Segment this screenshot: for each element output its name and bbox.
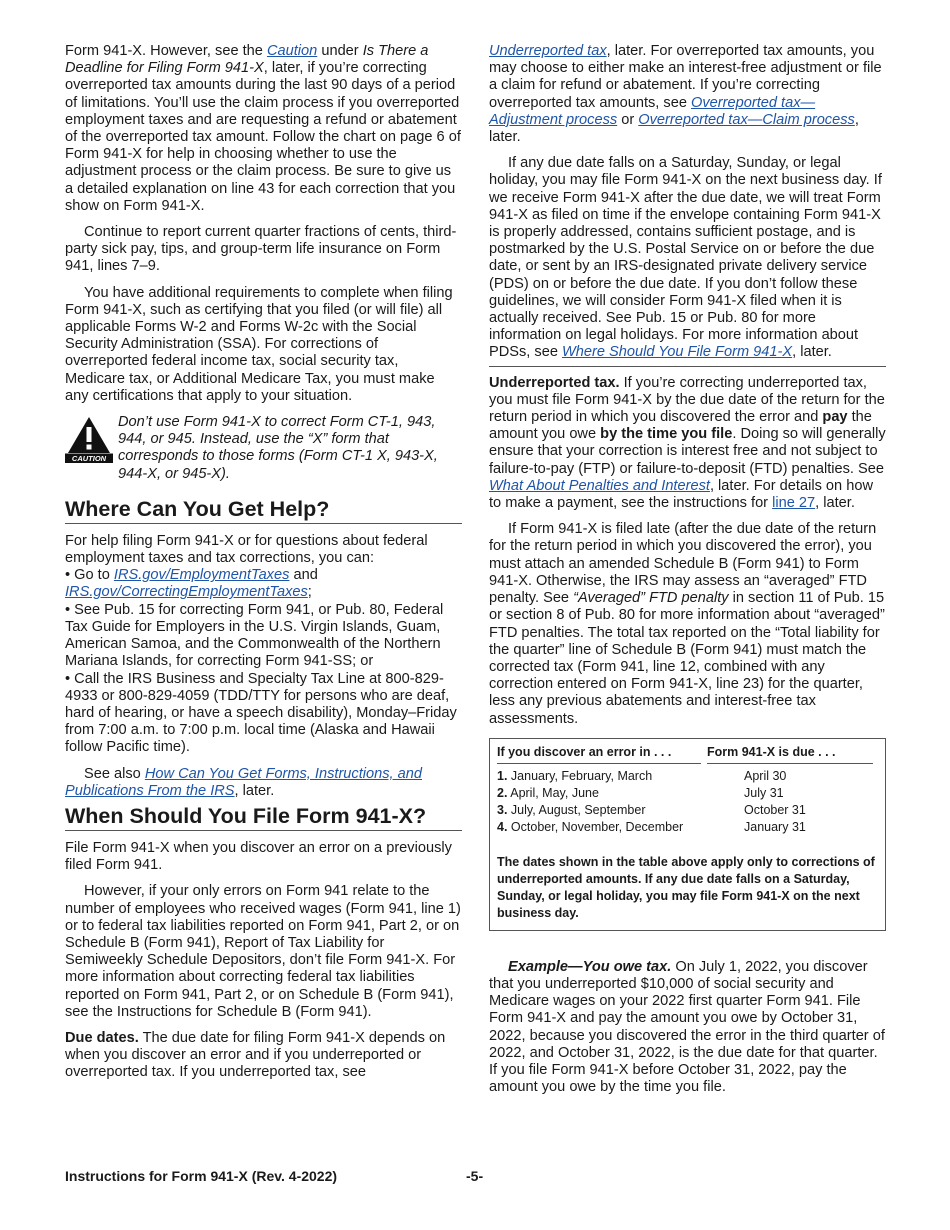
where-file-link[interactable]: Where Should You File Form 941-X [562,344,793,361]
table-col-error: If you discover an error in . . . [497,744,701,764]
due-date-table [489,738,886,931]
paragraph-only-errors: However, if your only errors on Form 941 relate to the number of employees who received wages (Form 941, line 1) or to federal tax liabilities reported on Form 941, Part 2, or on Schedule B (Form 941), Report of Tax Liability for Semiweekly Schedule Depositors, don’t file Form 941-X. For more information about correcting federal tax liabilities reported on Form 941, Part 2, or on Schedule B (Form 941), see the Instructions for Schedule B (Form 941). [65,883,461,1020]
table-row [497,785,875,802]
table-cell-quarter: 2. April, May, June [497,785,599,800]
caution-label: CAUTION [71,454,107,464]
left-column [65,43,462,1091]
caution-link[interactable]: Caution [266,43,318,59]
table-header [497,744,875,764]
heading-where-help: Where Can You Get Help? [65,497,462,524]
get-forms-link[interactable]: How Can You Get Forms, Instructions, and Publications From the IRS [65,765,422,799]
table-cell-quarter: 3. July, August, September [497,802,646,817]
employment-taxes-link[interactable]: IRS.gov/EmploymentTaxes [113,567,290,584]
table-note: The dates shown in the table above apply only to corrections of underreported amounts. If any due date falls on a Saturday, Sunday, or legal holiday, you may file Form 941-X on the next business day. [497,854,875,920]
help-bullet-websites: • Go to IRS.gov/EmploymentTaxes and IRS.gov/CorrectingEmploymentTaxes; [65,567,318,601]
paragraph-when-file: File Form 941-X when you discover an error on a previously filed Form 941. [65,839,452,874]
table-cell-due: April 30 [744,768,787,783]
table-row [497,819,875,836]
paragraph-late-filing: If Form 941-X is filed late (after the due date of the return for the return period in which you discovered the error), you must attach an amended Schedule B (Form 941) to Form 941-X. Otherwise, the IRS may assess an “averaged” FTD penalty. See “Averaged” FTD penalty in section 11 of Pub. 15 or section 8 of Pub. 80 for more information about “averaged” FTD penalties. The total tax reported on the “Total liability for the quarter” line of Schedule B (Form 941) must match the corrected tax (Form 941, line 12, combined with any correction entered on Form 941-X, line 23) for the quarter, less any previous abatements and interest-free tax assessments. [489,521,885,727]
table-cell-due: January 31 [744,819,806,834]
paragraph-due-dates: Due dates. The due date for filing Form 941-X depends on when you discover an error and if you underreported or overreported tax. If you underreported tax, see [65,1029,446,1081]
caution-note [65,414,462,483]
help-intro: For help filing Form 941-X or for questions about federal employment taxes and tax corrections, you can: [65,532,428,567]
paragraph-underreported: Underreported tax. If you’re correcting underreported tax, you must file Form 941-X by the due date of the return for the return period in which you discovered the error and pay the amount you owe by the time you file. Doing so will generally ensure that your correction is interest free and not subject to failure-to-pay (FTP) or failure-to-deposit (FTD) penalties. See What About Penalties and Interest, later. For details on how to make a payment, see the instructions for line 27, later. [489,374,886,512]
paragraph-fractions: Continue to report current quarter fractions of cents, third-party sick pay, tips, and group-term life insurance on Form 941, lines 7–9. [65,224,457,275]
line-27-link[interactable]: line 27 [772,495,816,512]
penalties-link[interactable]: What About Penalties and Interest [489,477,710,494]
table-rows [497,768,875,836]
table-cell-quarter: 4. October, November, December [497,819,684,834]
help-bullet-pubs: • See Pub. 15 for correcting Form 941, or Pub. 80, Federal Tax Guide for Employers in the U.S. Virgin Islands, Guam, American Samoa, and the Commonwealth of the Northern Mariana Islands, for correcting Form 941-SS; or [65,601,444,670]
paragraph-overreported: Underreported tax, later. For overreported tax amounts, you may choose to either make an interest-free adjustment or file a claim for refund or abatement. If you’re correcting overreported tax amounts, see Overreported tax—Adjustment process or Overreported tax—Claim process, later. [489,43,882,146]
underreported-tax-link[interactable]: Underreported tax [489,43,607,59]
help-bullet-phone: • Call the IRS Business and Specialty Tax Line at 800-829-4933 or 800-829-4059 (TDD/TTY for persons who are deaf, hard of hearing, or have a speech disability), Monday–Friday from 7:00 a.m. to 7:00 p.m. local time (Alaska and Hawaii follow Pacific time). [65,670,457,756]
table-row [497,802,875,819]
paragraph-requirements: You have additional requirements to complete when filing Form 941-X, such as certifying that you filed (or will file) all applicable Forms W-2 and Forms W-2c with the Social Security Administration (SSA). For corrections of overreported federal income tax, social security tax, Medicare tax, or Additional Medicare Tax, you must make any certifications that apply to your situation. [65,284,453,404]
section-divider [489,366,886,367]
caution-text: Don’t use Form 941-X to correct Form CT-1, 943, 944, or 945. Instead, use the “X” form that corresponds to those forms (Form CT-1 X, 943-X, 944-X, or 945-X). [118,414,438,482]
paragraph-see-also: See also How Can You Get Forms, Instructions, and Publications From the IRS, later. [65,765,422,799]
caution-icon [65,415,113,463]
table-cell-due: July 31 [744,785,784,800]
page-number: -5- [466,1168,484,1184]
correcting-employment-taxes-link[interactable]: IRS.gov/CorrectingEmploymentTaxes [65,584,308,601]
heading-when-file: When Should You File Form 941-X? [65,804,462,831]
table-row [497,768,875,785]
paragraph-claim-process: Form 941-X. However, see the Caution under Is There a Deadline for Filing Form 941-X, later, if you’re correcting overreported tax amounts during the last 90 days of a period of limitations. You’ll use the claim process if you overreported employment taxes and are requesting a refund or abatement of the overreported tax amount. Follow the chart on page 6 of Form 941-X for help in choosing whether to use the adjustment process or the claim process. Be sure to give us a detailed explanation on line 43 for each correction that you show on Form 941-X. [65,43,461,214]
adjustment-process-link[interactable]: Overreported tax—Adjustment process [489,94,816,128]
footer-title: Instructions for Form 941-X (Rev. 4-2022) [65,1168,338,1184]
table-cell-due: October 31 [744,802,806,817]
right-column [489,43,886,1105]
table-cell-quarter: 1. January, February, March [497,768,653,783]
paragraph-example: Example—You owe tax. On July 1, 2022, you discover that you underreported $10,000 of social security and Medicare wages on your 2022 first quarter Form 941. File Form 941-X and pay the amount you owe by October 31, 2022, because you discovered the error in the third quarter of 2022, and October 31, 2022, is the due date for that quarter. If you file Form 941-X before October 31, 2022, pay the amount you owe by the time you file. [489,958,885,1096]
paragraph-holiday: If any due date falls on a Saturday, Sunday, or legal holiday, you may file Form 941-X on the next business day. If we receive Form 941-X after the due date, we will treat Form 941-X as filed on time if the envelope containing Form 941-X is properly addressed, contains sufficient postage, and is postmarked by the U.S. Postal Service on or before the due date, or sent by an IRS-designated private delivery service (PDS) on or before the due date. If you don’t follow these guidelines, we will consider Form 941-X filed when it is actually received. See Pub. 15 or Pub. 80 for more information on legal holidays. For more information about PDSs, see Where Should You File Form 941-X, later. [489,155,882,361]
claim-process-link[interactable]: Overreported tax—Claim process [638,111,855,128]
table-col-due: Form 941-X is due . . . [707,744,873,764]
